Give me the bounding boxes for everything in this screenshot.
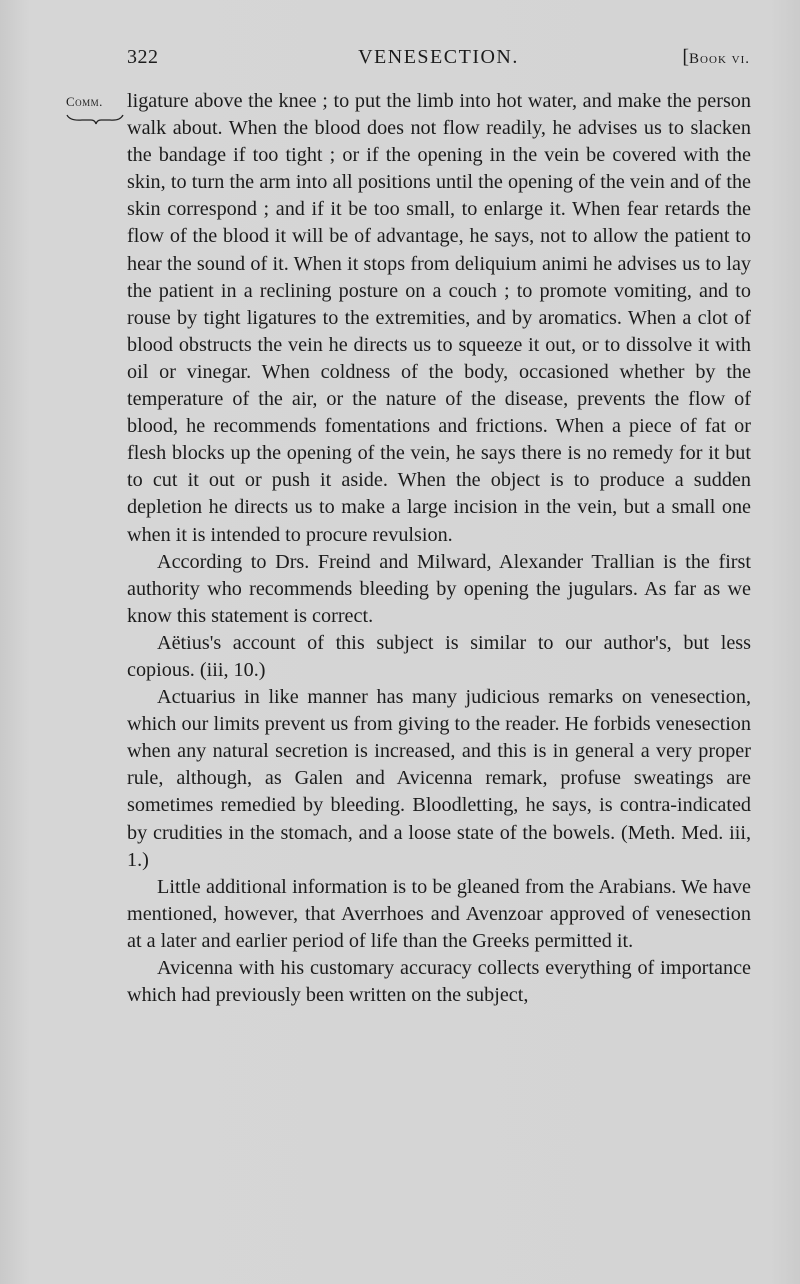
paragraph-2: According to Drs. Freind and Milward, Alexander Trallian is the first authority who recommends bleeding by opening the jugulars. As far as we know this statement is correct. (127, 550, 751, 627)
paragraph-6: Avicenna with his customary accuracy collects everything of importance which had previously been written on the subject, (127, 957, 751, 1007)
page-header (127, 46, 750, 74)
paragraph-3: Aëtius's account of this subject is similar to our author's, but less copious. (iii, 10.) (127, 631, 751, 681)
running-title: VENESECTION. (358, 46, 519, 68)
book-number: Book vi. (689, 51, 750, 67)
margin-brace-icon (66, 113, 124, 125)
paragraph-4: Actuarius in like manner has many judicious remarks on venesection, which our limits prevent us from giving to the reader. He forbids venesection when any natural secretion is increased, and this is in general a very proper rule, although, as Galen and Avicenna remark, profuse sweatings are sometimes remedied by bleeding. Bloodletting, he says, is contra-indicated by crudities in the stomach, and a loose state of the bowels. (Meth. Med. iii, 1.) (127, 686, 751, 871)
margin-note-commentary: Comm. (66, 94, 103, 109)
book-bracket: [ (682, 46, 690, 68)
paragraph-1: ligature above the knee ; to put the limb into hot water, and make the person walk about. When the blood does not flow readily, he advises us to slacken the bandage if too tight ; or if the opening in the vein be covered with the skin, to turn the arm into all positions until the opening of the vein and of the skin correspond ; and if it be too small, to enlarge it. When fear retards the flow of the blood it will be of advantage, he says, not to allow the patient to hear the sound of it. When it stops from deliquium animi he advises us to lay the patient in a reclining posture on a couch ; to promote vomiting, and to rouse by tight ligatures to the extremities, and by aromatics. When a clot of blood obstructs the vein he directs us to squeeze it out, or to dissolve it with oil or vinegar. When coldness of the body, occasioned whether by the temperature of the air, or the nature of the disease, prevents the flow of blood, he recommends fomentations and frictions. When a piece of fat or flesh blocks up the opening of the vein, he says there is no remedy for it but to cut it out or push it aside. When the object is to produce a sudden depletion he directs us to make a large incision in the vein, but a small one when it is intended to procure revulsion. (127, 90, 751, 546)
page-number: 322 (127, 46, 159, 68)
body-text (127, 88, 751, 1009)
book-section-label (682, 46, 750, 69)
paragraph-5: Little additional information is to be gleaned from the Arabians. We have mentioned, however, that Averrhoes and Avenzoar approved of venesection at a later and earlier period of life than the Greeks permitted it. (127, 875, 751, 952)
